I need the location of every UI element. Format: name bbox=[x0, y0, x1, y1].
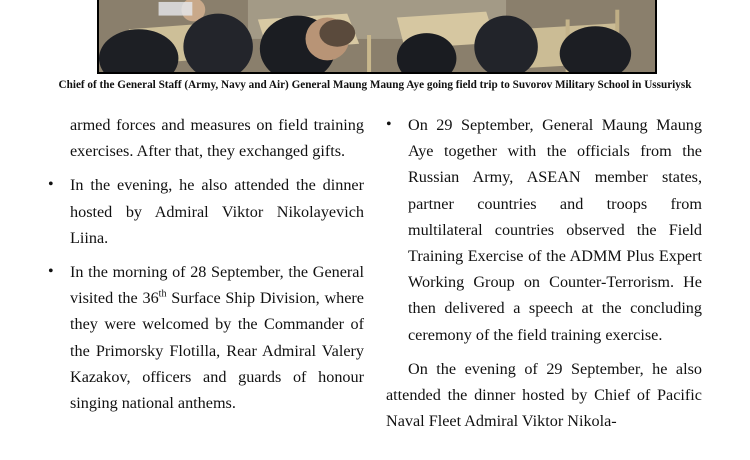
photo-caption: Chief of the General Staff (Army, Navy and Air) General Maung Maung Aye going field trip to Suvorov Military School in Ussuriysk bbox=[58, 79, 692, 91]
classroom-photo-illustration bbox=[99, 0, 655, 72]
left-bullet-list bbox=[48, 172, 364, 416]
bullet-text: On 29 September, General Maung Maung Aye together with the officials from the Russian Army, ASEAN member states, partner countries and troops from multilateral countries observed the Field Training Exercise of the ADMM Plus Expert Working Group on Counter-Terrorism. He then delivered a speech at the concluding ceremony of the field training exercise. bbox=[408, 116, 702, 344]
event-photo bbox=[97, 0, 657, 74]
continued-paragraph: armed forces and measures on field training exercises. After that, they exchanged gifts. bbox=[70, 116, 364, 161]
bullet-text-part: In the morning of 28 September, the General visited the 36 bbox=[70, 263, 364, 308]
ordinal-suffix: th bbox=[158, 288, 167, 300]
bullet-text-part: Surface Ship Division, where they were welcomed by the Commander of the Primorsky Flotilla, Rear Admiral Valery Kazakov, officers and guards of honour singing national anthems. bbox=[70, 289, 364, 413]
list-item bbox=[386, 112, 702, 348]
left-column bbox=[48, 112, 364, 424]
list-item bbox=[48, 259, 364, 416]
bullet-text: In the evening, he also attended the dinner hosted by Admiral Viktor Nikolayevich Liina. bbox=[70, 176, 364, 247]
right-column bbox=[386, 112, 702, 434]
body-paragraph: On the evening of 29 September, he also attended the dinner hosted by Chief of Pacific Naval Fleet Admiral Viktor Nikola- bbox=[386, 359, 702, 431]
right-bullet-list bbox=[386, 112, 702, 348]
list-item bbox=[48, 172, 364, 251]
